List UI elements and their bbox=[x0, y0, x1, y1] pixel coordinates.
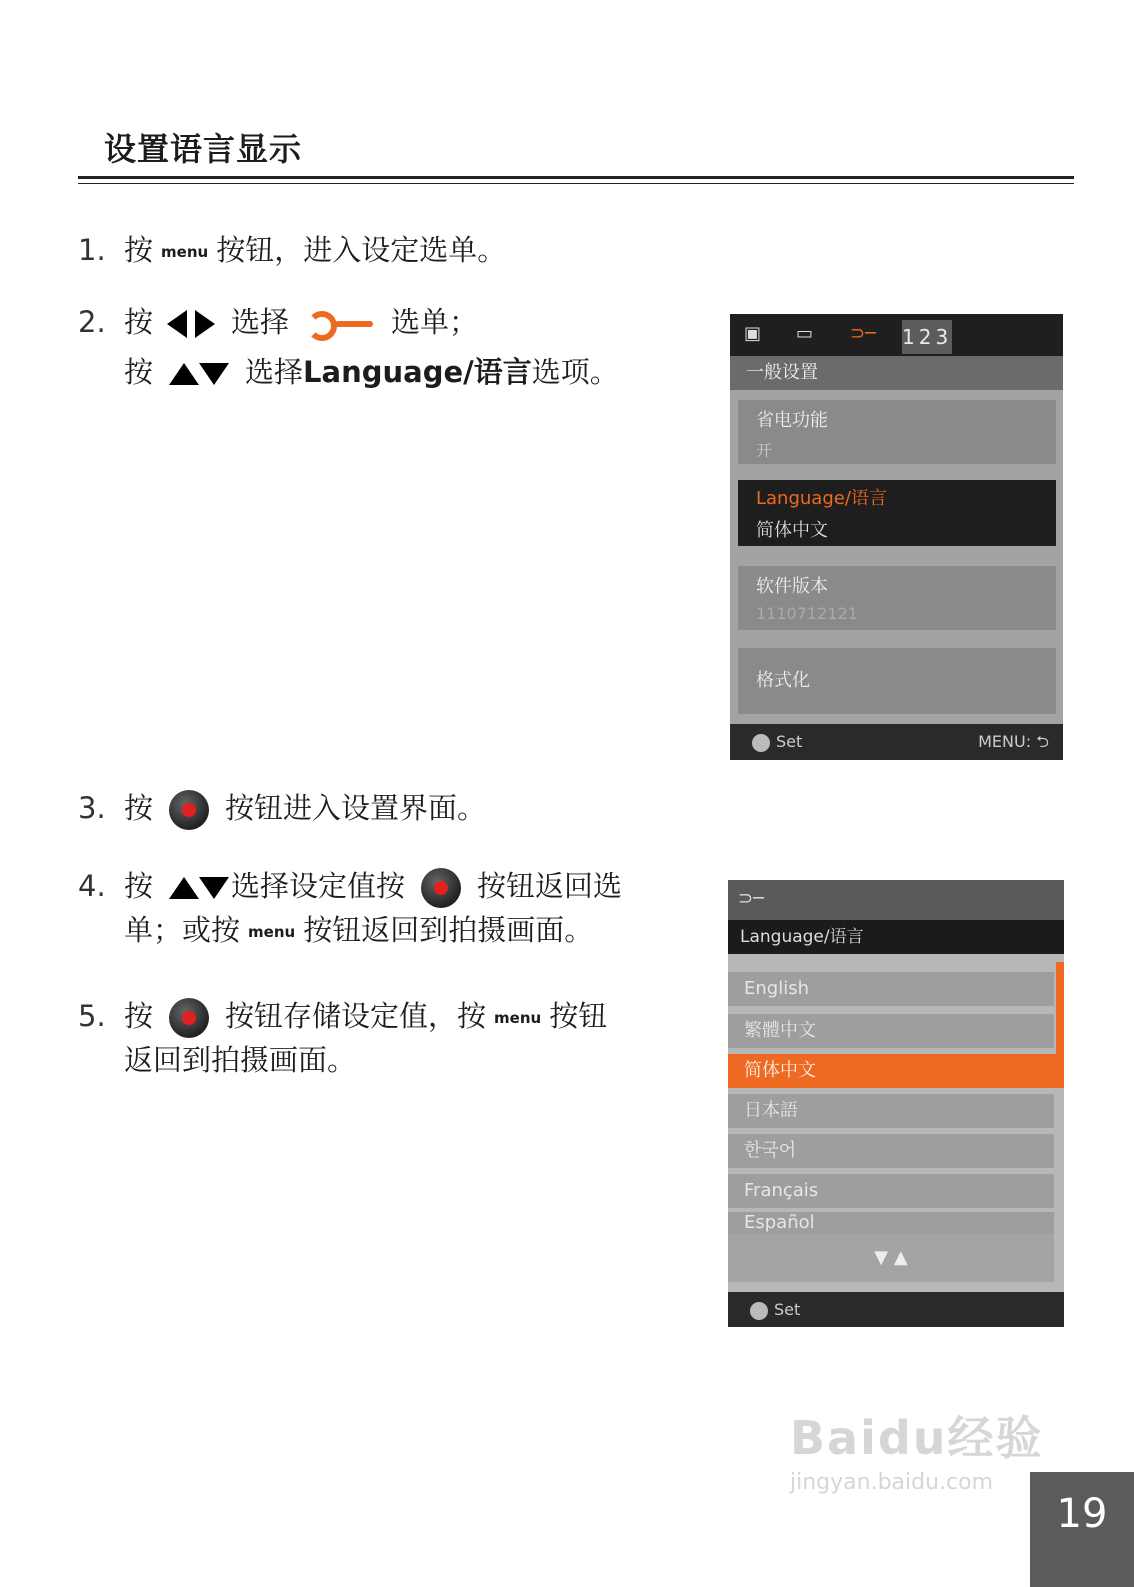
ok-button-icon bbox=[169, 998, 209, 1038]
step-number: 5. bbox=[78, 999, 106, 1033]
wrench-icon: ⊃─ bbox=[850, 323, 876, 344]
scroll-arrows-icon: ▼ ▲ bbox=[728, 1234, 1054, 1282]
language-option-korean: 한국어 bbox=[728, 1134, 1054, 1168]
wrench-icon: ⊃─ bbox=[738, 888, 764, 909]
step-number: 1. bbox=[78, 233, 106, 267]
title-rule bbox=[78, 176, 1074, 179]
menu-item-firmware: 软件版本 1110712121 bbox=[738, 566, 1056, 630]
language-select-screen bbox=[728, 880, 1064, 1327]
language-option-traditional-chinese: 繁體中文 bbox=[728, 1014, 1054, 1048]
menu-button-label: menu bbox=[161, 243, 209, 261]
camera-settings-screen bbox=[730, 314, 1063, 760]
up-arrow-icon bbox=[169, 877, 199, 899]
scrollbar bbox=[1056, 962, 1064, 1058]
down-arrow-icon bbox=[199, 877, 229, 899]
step-number: 2. bbox=[78, 305, 106, 339]
watermark: Baidu经验 jingyan.baidu.com bbox=[790, 1411, 1044, 1495]
ok-icon bbox=[752, 734, 770, 752]
menu-button-label: menu bbox=[494, 1009, 542, 1027]
down-arrow-icon bbox=[199, 363, 229, 385]
screen-title: Language/语言 bbox=[728, 920, 1064, 954]
section-header: 一般设置 bbox=[730, 356, 1063, 390]
right-arrow-icon bbox=[195, 310, 215, 338]
ok-button-icon bbox=[421, 868, 461, 908]
page-indicator: 123 bbox=[902, 320, 952, 354]
language-option-english: English bbox=[728, 972, 1054, 1006]
language-option-spanish: Español bbox=[728, 1212, 1054, 1234]
screen-header bbox=[728, 880, 1064, 920]
ok-button-icon bbox=[169, 790, 209, 830]
language-option-simplified-chinese: 简体中文 bbox=[728, 1054, 1064, 1088]
screen-footer: Set bbox=[728, 1292, 1064, 1327]
title-rule-thin bbox=[78, 183, 1074, 184]
ok-icon bbox=[750, 1302, 768, 1320]
left-arrow-icon bbox=[167, 310, 187, 338]
menu-item-language: Language/语言 简体中文 bbox=[738, 480, 1056, 546]
wrench-icon bbox=[305, 309, 375, 339]
return-icon: ⮌ bbox=[1031, 732, 1049, 751]
camera-icon: ▣ bbox=[744, 323, 762, 344]
page-title: 设置语言显示 bbox=[104, 130, 303, 168]
language-option-japanese: 日本語 bbox=[728, 1094, 1054, 1128]
screen-footer: Set MENU: ⮌ bbox=[730, 724, 1063, 760]
menu-item-format: 格式化 bbox=[738, 648, 1056, 714]
screen-tab-bar bbox=[730, 314, 1063, 356]
playback-icon: ▭ bbox=[796, 323, 814, 344]
page-number: 19 bbox=[1030, 1472, 1134, 1587]
step-number: 4. bbox=[78, 869, 106, 903]
language-option-french: Français bbox=[728, 1174, 1054, 1208]
menu-item-power-save: 省电功能 开 bbox=[738, 400, 1056, 464]
up-arrow-icon bbox=[169, 363, 199, 385]
step-number: 3. bbox=[78, 791, 106, 825]
menu-button-label: menu bbox=[248, 923, 296, 941]
